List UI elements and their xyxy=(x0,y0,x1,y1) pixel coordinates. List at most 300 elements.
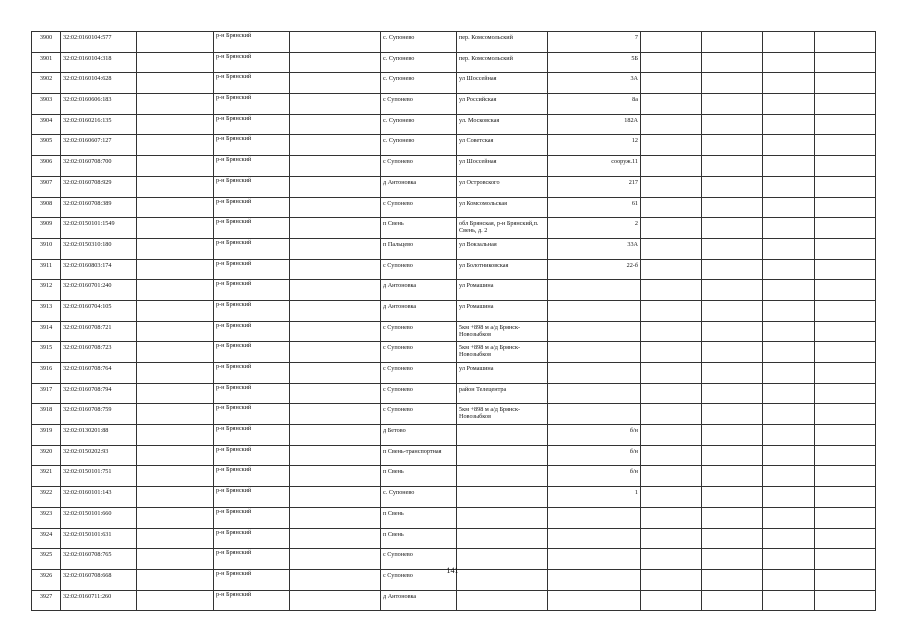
row-number-cell: 3916 xyxy=(32,363,61,384)
registry-sheet xyxy=(31,31,875,611)
empty-cell xyxy=(290,590,381,611)
empty-cell xyxy=(763,73,815,94)
street-cell: ул Российская xyxy=(457,94,548,115)
house-number-cell xyxy=(548,528,641,549)
settlement-cell: с Супонево xyxy=(381,383,457,404)
empty-cell xyxy=(815,73,876,94)
empty-cell xyxy=(641,94,702,115)
table-row xyxy=(32,528,876,549)
district-cell: р-н Брянский xyxy=(214,363,290,384)
settlement-cell: п Свень xyxy=(381,466,457,487)
empty-cell xyxy=(641,425,702,446)
district-cell: р-н Брянский xyxy=(214,32,290,53)
empty-cell xyxy=(702,94,763,115)
empty-cell xyxy=(763,487,815,508)
row-number-cell: 3901 xyxy=(32,52,61,73)
settlement-cell: д Антоновка xyxy=(381,300,457,321)
row-number-cell: 3908 xyxy=(32,197,61,218)
row-number-cell: 3920 xyxy=(32,445,61,466)
table-row xyxy=(32,94,876,115)
table-row xyxy=(32,487,876,508)
page-number: 141 xyxy=(446,566,459,575)
cadastral-number-cell: 32:02:0150101:1549 xyxy=(61,218,137,239)
empty-cell xyxy=(763,259,815,280)
empty-cell xyxy=(763,363,815,384)
table-row xyxy=(32,363,876,384)
row-number-cell: 3902 xyxy=(32,73,61,94)
street-cell: ул Ромашина xyxy=(457,280,548,301)
house-number-cell: 61 xyxy=(548,197,641,218)
house-number-cell xyxy=(548,590,641,611)
district-cell: р-н Брянский xyxy=(214,156,290,177)
table-row xyxy=(32,135,876,156)
empty-cell xyxy=(702,238,763,259)
settlement-cell: с Супонево xyxy=(381,197,457,218)
table-body xyxy=(32,32,876,611)
settlement-cell: с. Супонево xyxy=(381,73,457,94)
house-number-cell: 182А xyxy=(548,114,641,135)
table-row xyxy=(32,425,876,446)
house-number-cell: 1 xyxy=(548,487,641,508)
cadastral-number-cell: 32:02:0160704:105 xyxy=(61,300,137,321)
empty-cell xyxy=(641,176,702,197)
district-cell: р-н Брянский xyxy=(214,73,290,94)
settlement-cell: с Супонево xyxy=(381,342,457,363)
empty-cell xyxy=(641,32,702,53)
empty-cell xyxy=(702,218,763,239)
empty-cell xyxy=(815,114,876,135)
empty-cell xyxy=(702,321,763,342)
district-cell: р-н Брянский xyxy=(214,94,290,115)
empty-cell xyxy=(137,218,214,239)
empty-cell xyxy=(290,197,381,218)
empty-cell xyxy=(641,218,702,239)
empty-cell xyxy=(763,383,815,404)
table-row xyxy=(32,507,876,528)
row-number-cell: 3919 xyxy=(32,425,61,446)
house-number-cell: 3А xyxy=(548,73,641,94)
settlement-cell: п Свень xyxy=(381,507,457,528)
cadastral-number-cell: 32:02:0160701:240 xyxy=(61,280,137,301)
cadastral-number-cell: 32:02:0160607:127 xyxy=(61,135,137,156)
empty-cell xyxy=(763,156,815,177)
cadastral-number-cell: 32:02:0160708:723 xyxy=(61,342,137,363)
house-number-cell: 217 xyxy=(548,176,641,197)
cadastral-number-cell: 32:02:0150101:751 xyxy=(61,466,137,487)
empty-cell xyxy=(290,363,381,384)
settlement-cell: п Пальцево xyxy=(381,238,457,259)
cadastral-number-cell: 32:02:0130201:88 xyxy=(61,425,137,446)
table-row xyxy=(32,73,876,94)
cadastral-number-cell: 32:02:0160708:794 xyxy=(61,383,137,404)
table-row xyxy=(32,300,876,321)
empty-cell xyxy=(641,300,702,321)
empty-cell xyxy=(137,383,214,404)
empty-cell xyxy=(763,590,815,611)
cadastral-number-cell: 32:02:0150101:660 xyxy=(61,507,137,528)
street-cell xyxy=(457,466,548,487)
settlement-cell: п Свень xyxy=(381,218,457,239)
empty-cell xyxy=(290,466,381,487)
empty-cell xyxy=(815,300,876,321)
table-row xyxy=(32,197,876,218)
row-number-cell: 3910 xyxy=(32,238,61,259)
cadastral-number-cell: 32:02:0150101:631 xyxy=(61,528,137,549)
cadastral-number-cell: 32:02:0160104:318 xyxy=(61,52,137,73)
empty-cell xyxy=(290,425,381,446)
empty-cell xyxy=(763,94,815,115)
empty-cell xyxy=(815,404,876,425)
cadastral-number-cell: 32:02:0160708:721 xyxy=(61,321,137,342)
settlement-cell: с Супонево xyxy=(381,569,457,590)
district-cell: р-н Брянский xyxy=(214,528,290,549)
street-cell: район Телецентра xyxy=(457,383,548,404)
street-cell: ул Ромашина xyxy=(457,363,548,384)
street-cell xyxy=(457,528,548,549)
cadastral-number-cell: 32:02:0150202:93 xyxy=(61,445,137,466)
district-cell: р-н Брянский xyxy=(214,52,290,73)
empty-cell xyxy=(763,280,815,301)
empty-cell xyxy=(702,52,763,73)
settlement-cell: с Супонево xyxy=(381,363,457,384)
row-number-cell: 3904 xyxy=(32,114,61,135)
house-number-cell xyxy=(548,363,641,384)
district-cell: р-н Брянский xyxy=(214,135,290,156)
settlement-cell: с Супонево xyxy=(381,404,457,425)
empty-cell xyxy=(763,445,815,466)
cadastral-number-cell: 32:02:0160711:260 xyxy=(61,590,137,611)
settlement-cell: д Антоновка xyxy=(381,590,457,611)
row-number-cell: 3905 xyxy=(32,135,61,156)
street-cell: ул Болотниковская xyxy=(457,259,548,280)
street-cell xyxy=(457,487,548,508)
empty-cell xyxy=(290,404,381,425)
street-cell: ул Островского xyxy=(457,176,548,197)
street-cell xyxy=(457,445,548,466)
district-cell: р-н Брянский xyxy=(214,114,290,135)
row-number-cell: 3922 xyxy=(32,487,61,508)
empty-cell xyxy=(641,114,702,135)
house-number-cell: 22-б xyxy=(548,259,641,280)
house-number-cell xyxy=(548,383,641,404)
row-number-cell: 3925 xyxy=(32,549,61,570)
table-row xyxy=(32,176,876,197)
empty-cell xyxy=(290,528,381,549)
empty-cell xyxy=(290,73,381,94)
table-row xyxy=(32,52,876,73)
cadastral-number-cell: 32:02:0150310:180 xyxy=(61,238,137,259)
empty-cell xyxy=(290,94,381,115)
empty-cell xyxy=(137,300,214,321)
cadastral-number-cell: 32:02:0160104:577 xyxy=(61,32,137,53)
street-cell: ул Советская xyxy=(457,135,548,156)
row-number-cell: 3906 xyxy=(32,156,61,177)
cadastral-number-cell: 32:02:0160101:143 xyxy=(61,487,137,508)
row-number-cell: 3918 xyxy=(32,404,61,425)
street-cell xyxy=(457,590,548,611)
empty-cell xyxy=(137,156,214,177)
row-number-cell: 3917 xyxy=(32,383,61,404)
cadastral-number-cell: 32:02:0160606:183 xyxy=(61,94,137,115)
property-registry-table xyxy=(31,31,876,611)
empty-cell xyxy=(641,487,702,508)
house-number-cell: б/н xyxy=(548,445,641,466)
empty-cell xyxy=(763,176,815,197)
street-cell: ул. Московская xyxy=(457,114,548,135)
settlement-cell: д Антоновка xyxy=(381,280,457,301)
table-row xyxy=(32,156,876,177)
empty-cell xyxy=(815,487,876,508)
table-row xyxy=(32,32,876,53)
cadastral-number-cell: 32:02:0160708:764 xyxy=(61,363,137,384)
row-number-cell: 3907 xyxy=(32,176,61,197)
settlement-cell: с. Супонево xyxy=(381,114,457,135)
settlement-cell: с. Супонево xyxy=(381,32,457,53)
empty-cell xyxy=(641,404,702,425)
cadastral-number-cell: 32:02:0160803:174 xyxy=(61,259,137,280)
empty-cell xyxy=(290,52,381,73)
empty-cell xyxy=(290,321,381,342)
row-number-cell: 3911 xyxy=(32,259,61,280)
house-number-cell: 12 xyxy=(548,135,641,156)
empty-cell xyxy=(815,528,876,549)
house-number-cell: 7 xyxy=(548,32,641,53)
empty-cell xyxy=(137,94,214,115)
street-cell: 5км +898 м а/д Брянск-Новозыбков xyxy=(457,321,548,342)
table-row xyxy=(32,280,876,301)
empty-cell xyxy=(641,445,702,466)
empty-cell xyxy=(763,466,815,487)
empty-cell xyxy=(702,197,763,218)
street-cell: 5км +898 м а/д Брянск-Новозыбков xyxy=(457,404,548,425)
district-cell: р-н Брянский xyxy=(214,507,290,528)
empty-cell xyxy=(641,156,702,177)
row-number-cell: 3914 xyxy=(32,321,61,342)
empty-cell xyxy=(290,383,381,404)
house-number-cell xyxy=(548,280,641,301)
settlement-cell: с Супонево xyxy=(381,321,457,342)
table-row xyxy=(32,321,876,342)
empty-cell xyxy=(815,176,876,197)
empty-cell xyxy=(815,321,876,342)
empty-cell xyxy=(137,197,214,218)
street-cell xyxy=(457,507,548,528)
empty-cell xyxy=(137,404,214,425)
row-number-cell: 3909 xyxy=(32,218,61,239)
empty-cell xyxy=(702,528,763,549)
table-row xyxy=(32,466,876,487)
empty-cell xyxy=(641,135,702,156)
empty-cell xyxy=(641,590,702,611)
empty-cell xyxy=(290,507,381,528)
table-row xyxy=(32,590,876,611)
house-number-cell: 8а xyxy=(548,94,641,115)
empty-cell xyxy=(137,32,214,53)
house-number-cell: 2 xyxy=(548,218,641,239)
house-number-cell: 5Б xyxy=(548,52,641,73)
empty-cell xyxy=(290,238,381,259)
empty-cell xyxy=(137,487,214,508)
empty-cell xyxy=(641,507,702,528)
house-number-cell xyxy=(548,342,641,363)
settlement-cell: с. Супонево xyxy=(381,52,457,73)
empty-cell xyxy=(137,425,214,446)
empty-cell xyxy=(137,445,214,466)
empty-cell xyxy=(763,135,815,156)
empty-cell xyxy=(641,280,702,301)
street-cell: обл Брянская, р-н Брянский,п. Свень, д. 2 xyxy=(457,218,548,239)
cadastral-number-cell: 32:02:0160104:628 xyxy=(61,73,137,94)
empty-cell xyxy=(815,280,876,301)
district-cell: р-н Брянский xyxy=(214,197,290,218)
empty-cell xyxy=(815,94,876,115)
house-number-cell xyxy=(548,404,641,425)
empty-cell xyxy=(763,507,815,528)
empty-cell xyxy=(290,156,381,177)
district-cell: р-н Брянский xyxy=(214,238,290,259)
empty-cell xyxy=(815,507,876,528)
row-number-cell: 3903 xyxy=(32,94,61,115)
house-number-cell: сооруж.11 xyxy=(548,156,641,177)
empty-cell xyxy=(763,114,815,135)
district-cell: р-н Брянский xyxy=(214,342,290,363)
empty-cell xyxy=(290,445,381,466)
district-cell: р-н Брянский xyxy=(214,259,290,280)
empty-cell xyxy=(702,487,763,508)
empty-cell xyxy=(702,363,763,384)
settlement-cell: д Бетово xyxy=(381,425,457,446)
row-number-cell: 3927 xyxy=(32,590,61,611)
settlement-cell: с. Супонево xyxy=(381,487,457,508)
district-cell: р-н Брянский xyxy=(214,280,290,301)
empty-cell xyxy=(815,445,876,466)
empty-cell xyxy=(702,114,763,135)
table-row xyxy=(32,445,876,466)
settlement-cell: п Свень-транспортная xyxy=(381,445,457,466)
street-cell xyxy=(457,425,548,446)
empty-cell xyxy=(763,218,815,239)
cadastral-number-cell: 32:02:0160708:389 xyxy=(61,197,137,218)
row-number-cell: 3923 xyxy=(32,507,61,528)
empty-cell xyxy=(641,238,702,259)
empty-cell xyxy=(137,280,214,301)
empty-cell xyxy=(137,114,214,135)
empty-cell xyxy=(641,383,702,404)
empty-cell xyxy=(815,52,876,73)
empty-cell xyxy=(763,404,815,425)
empty-cell xyxy=(763,321,815,342)
district-cell: р-н Брянский xyxy=(214,445,290,466)
empty-cell xyxy=(815,218,876,239)
row-number-cell: 3915 xyxy=(32,342,61,363)
empty-cell xyxy=(137,259,214,280)
empty-cell xyxy=(702,425,763,446)
empty-cell xyxy=(702,280,763,301)
empty-cell xyxy=(815,466,876,487)
settlement-cell: с Супонево xyxy=(381,549,457,570)
empty-cell xyxy=(290,280,381,301)
empty-cell xyxy=(702,156,763,177)
street-cell: 5км +898 м а/д Брянск-Новозыбков xyxy=(457,342,548,363)
empty-cell xyxy=(290,300,381,321)
empty-cell xyxy=(641,197,702,218)
settlement-cell: с. Супонево xyxy=(381,135,457,156)
empty-cell xyxy=(815,425,876,446)
empty-cell xyxy=(702,342,763,363)
street-cell: ул Комсомольская xyxy=(457,197,548,218)
district-cell: р-н Брянский xyxy=(214,487,290,508)
empty-cell xyxy=(763,52,815,73)
district-cell: р-н Брянский xyxy=(214,425,290,446)
empty-cell xyxy=(290,342,381,363)
empty-cell xyxy=(815,197,876,218)
empty-cell xyxy=(137,73,214,94)
empty-cell xyxy=(137,363,214,384)
empty-cell xyxy=(290,176,381,197)
row-number-cell: 3912 xyxy=(32,280,61,301)
empty-cell xyxy=(763,300,815,321)
empty-cell xyxy=(290,32,381,53)
district-cell: р-н Брянский xyxy=(214,590,290,611)
cadastral-number-cell: 32:02:0160708:929 xyxy=(61,176,137,197)
empty-cell xyxy=(702,507,763,528)
empty-cell xyxy=(702,300,763,321)
district-cell: р-н Брянский xyxy=(214,218,290,239)
empty-cell xyxy=(702,383,763,404)
empty-cell xyxy=(641,52,702,73)
empty-cell xyxy=(763,425,815,446)
district-cell: р-н Брянский xyxy=(214,466,290,487)
empty-cell xyxy=(702,259,763,280)
house-number-cell xyxy=(548,321,641,342)
empty-cell xyxy=(702,176,763,197)
empty-cell xyxy=(702,466,763,487)
empty-cell xyxy=(763,197,815,218)
street-cell: пер. Комсомольский xyxy=(457,32,548,53)
table-row xyxy=(32,238,876,259)
empty-cell xyxy=(290,259,381,280)
empty-cell xyxy=(702,404,763,425)
row-number-cell: 3921 xyxy=(32,466,61,487)
empty-cell xyxy=(290,135,381,156)
district-cell: р-н Брянский xyxy=(214,383,290,404)
empty-cell xyxy=(702,590,763,611)
empty-cell xyxy=(702,445,763,466)
district-cell: р-н Брянский xyxy=(214,549,290,570)
empty-cell xyxy=(137,342,214,363)
empty-cell xyxy=(137,321,214,342)
empty-cell xyxy=(641,73,702,94)
empty-cell xyxy=(763,32,815,53)
district-cell: р-н Брянский xyxy=(214,404,290,425)
house-number-cell xyxy=(548,300,641,321)
cadastral-number-cell: 32:02:0160708:765 xyxy=(61,549,137,570)
row-number-cell: 3900 xyxy=(32,32,61,53)
empty-cell xyxy=(137,238,214,259)
settlement-cell: с Супонево xyxy=(381,259,457,280)
settlement-cell: с Супонево xyxy=(381,156,457,177)
empty-cell xyxy=(641,466,702,487)
table-row xyxy=(32,114,876,135)
empty-cell xyxy=(137,135,214,156)
cadastral-number-cell: 32:02:0160708:759 xyxy=(61,404,137,425)
empty-cell xyxy=(137,590,214,611)
empty-cell xyxy=(137,466,214,487)
house-number-cell: 33А xyxy=(548,238,641,259)
empty-cell xyxy=(702,135,763,156)
table-row xyxy=(32,383,876,404)
house-number-cell: б/н xyxy=(548,425,641,446)
